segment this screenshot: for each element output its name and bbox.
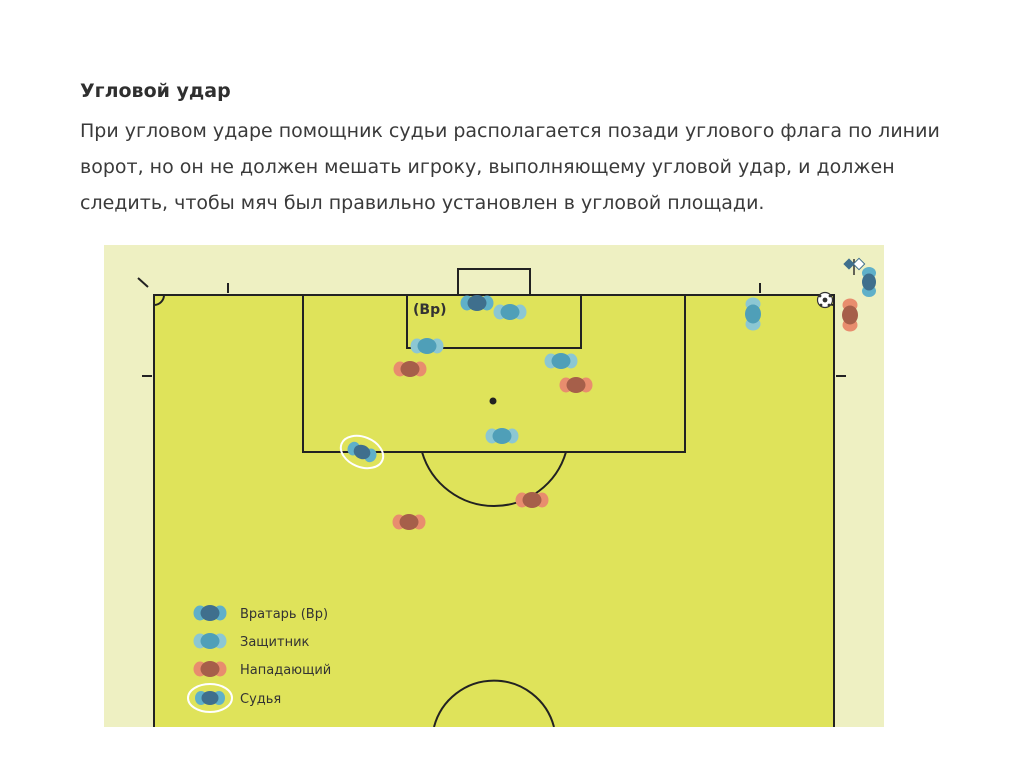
defender-player <box>494 304 527 320</box>
attacker-player <box>560 377 593 393</box>
legend-goalkeeper-icon <box>194 605 227 621</box>
legend-referee-label: Судья <box>240 692 282 707</box>
attacker-player <box>394 361 427 377</box>
legend-attacker-label: Нападающий <box>240 663 332 678</box>
legend-referee-icon <box>195 691 225 705</box>
penalty-spot <box>490 398 497 405</box>
legend-goalkeeper-label: Вратарь (Вр) <box>240 607 329 622</box>
attacker-player <box>842 299 858 332</box>
goalkeeper-label: (Вр) <box>413 302 447 318</box>
heading: Угловой удар <box>80 80 231 102</box>
assistant-referee-player <box>862 267 876 297</box>
defender-player <box>545 353 578 369</box>
legend-defender-label: Защитник <box>240 635 310 650</box>
attacker-player <box>516 492 549 508</box>
attacker-player <box>393 514 426 530</box>
pitch-diagram <box>104 245 884 727</box>
defender-player <box>411 338 444 354</box>
ball-icon <box>818 293 833 308</box>
defender-player <box>486 428 519 444</box>
legend-defender-icon <box>194 633 227 649</box>
goalkeeper-player <box>461 295 494 311</box>
defender-player <box>745 298 761 331</box>
description: При угловом ударе помощник судьи располагается позади углового флага по линии ворот, но он не должен мешать игроку, выполняющему угловой удар, и должен следить, чтобы мяч был правильно установлен в угловой площади. <box>80 120 940 214</box>
legend-attacker-icon <box>194 661 227 677</box>
